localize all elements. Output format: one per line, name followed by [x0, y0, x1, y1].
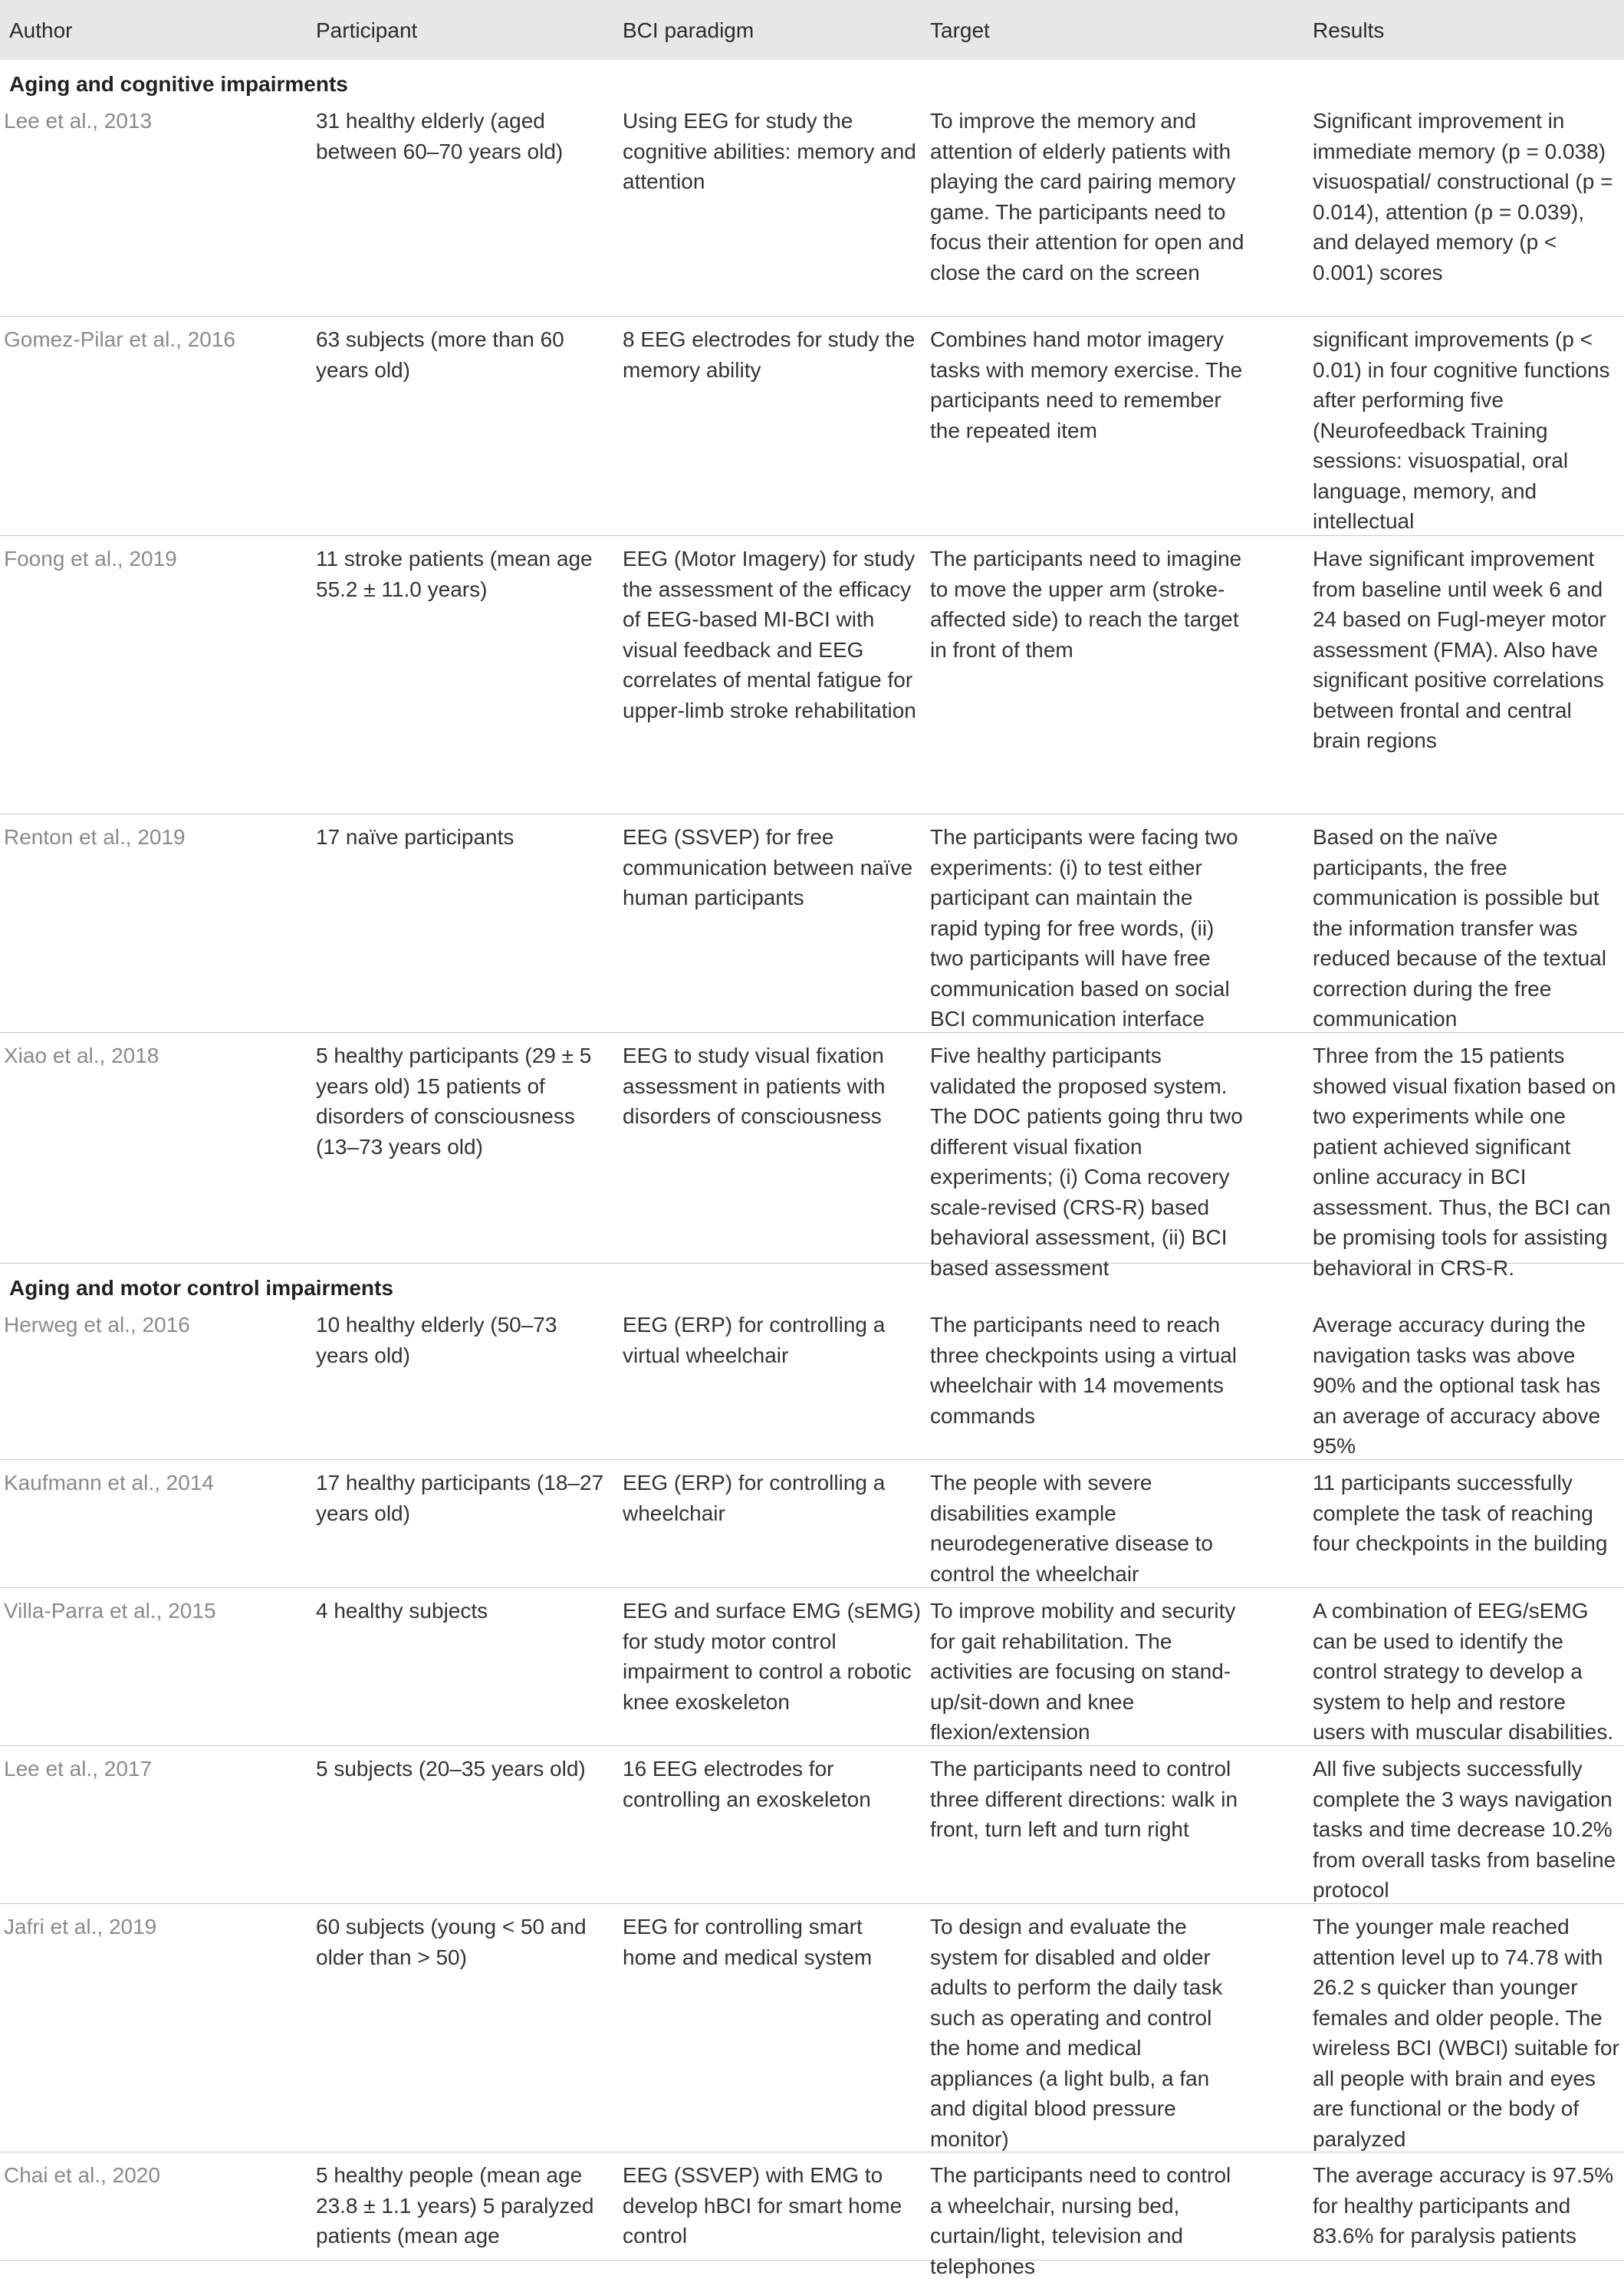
cell-results: Based on the naïve participants, the free communication is possible but the information transfer was reduced because of the textual correction during the free communication: [1313, 825, 1606, 1031]
header-results: Results: [1313, 18, 1385, 42]
table-row: [0, 1460, 1624, 1588]
cell-bci-paradigm: EEG (SSVEP) for free communication between naïve human participants: [623, 825, 913, 909]
cell-author: Xiao et al., 2018: [4, 1044, 159, 1067]
cell-participant: 5 healthy participants (29 ± 5 years old) 15 patients of disorders of consciousness (13–73 years old): [316, 1044, 592, 1159]
cell-participant: 60 subjects (young < 50 and older than > 50): [316, 1915, 587, 1969]
cell-results: The average accuracy is 97.5% for healthy participants and 83.6% for paralysis patients: [1313, 2163, 1614, 2248]
cell-bci-paradigm: EEG (ERP) for controlling a virtual wheelchair: [623, 1313, 886, 1367]
section-row: [0, 1264, 1624, 1302]
cell-author: Chai et al., 2020: [4, 2163, 160, 2187]
cell-target: Five healthy participants validated the proposed system. The DOC patients going thru two different visual fixation experiments; (i) Coma recovery scale-revised (CRS-R) based behavioral assessment, (ii) BCI based assessment: [930, 1044, 1243, 1280]
header-author: Author: [9, 18, 73, 42]
cell-author: Gomez-Pilar et al., 2016: [4, 327, 235, 351]
cell-author: Foong et al., 2019: [4, 547, 177, 571]
cell-participant: 5 healthy people (mean age 23.8 ± 1.1 years) 5 paralyzed patients (mean age: [316, 2163, 594, 2248]
cell-target: The participants need to imagine to move the upper arm (stroke-affected side) to reach the target in front of them: [930, 547, 1242, 662]
cell-target: The participants were facing two experiments: (i) to test either participant can maintain the rapid typing for free words, (ii) two participants will have free communication based on social BCI communication interface: [930, 825, 1238, 1031]
cell-results: The younger male reached attention level up to 74.78 with 26.2 s quicker than younger females and older people. The wireless BCI (WBCI) suitable for all people with brain and eyes are functional or the body of paralyzed: [1313, 1915, 1619, 2151]
cell-bci-paradigm: EEG (SSVEP) with EMG to develop hBCI for smart home control: [623, 2163, 902, 2248]
cell-results: Have significant improvement from baseline until week 6 and 24 based on Fugl-meyer motor assessment (FMA). Also have significant positive correlations between frontal and central brain regions: [1313, 547, 1606, 752]
cell-author: Kaufmann et al., 2014: [4, 1471, 214, 1495]
cell-target: To design and evaluate the system for disabled and older adults to perform the daily task such as operating and control the home and medical appliances (a light bulb, a fan and digital blood pressure monitor): [930, 1915, 1223, 2151]
cell-target: The participants need to control three different directions: walk in front, turn left and turn right: [930, 1757, 1238, 1841]
table-row: [0, 1746, 1624, 1904]
cell-target: The participants need to control a wheelchair, nursing bed, curtain/light, television and telephones: [930, 2163, 1231, 2278]
cell-results: Average accuracy during the navigation tasks was above 90% and the optional task has an average of accuracy above 95%: [1313, 1313, 1601, 1458]
section-title: Aging and motor control impairments: [9, 1276, 393, 1300]
cell-participant: 17 naïve participants: [316, 825, 514, 849]
cell-bci-paradigm: 16 EEG electrodes for controlling an exoskeleton: [623, 1757, 871, 1811]
cell-bci-paradigm: EEG to study visual fixation assessment in patients with disorders of consciousness: [623, 1044, 886, 1128]
cell-results: Three from the 15 patients showed visual fixation based on two experiments while one patient achieved significant online accuracy in BCI assessment. Thus, the BCI can be promising tools for assisting behavioral in CRS-R.: [1313, 1044, 1616, 1280]
cell-bci-paradigm: Using EEG for study the cognitive abilities: memory and attention: [623, 109, 916, 193]
cell-author: Renton et al., 2019: [4, 825, 186, 849]
cell-target: Combines hand motor imagery tasks with memory exercise. The participants need to remember the repeated item: [930, 327, 1243, 442]
cell-bci-paradigm: EEG (Motor Imagery) for study the assessment of the efficacy of EEG-based MI-BCI with visual feedback and EEG correlates of mental fatigue for upper-limb stroke rehabilitation: [623, 547, 916, 722]
cell-results: All five subjects successfully complete the 3 ways navigation tasks and time decrease 10.2% from overall tasks from baseline protocol: [1313, 1757, 1616, 1902]
cell-results: A combination of EEG/sEMG can be used to identify the control strategy to develop a system to help and restore users with muscular disabilities.: [1313, 1599, 1614, 1744]
cell-bci-paradigm: EEG (ERP) for controlling a wheelchair: [623, 1471, 886, 1525]
cell-author: Herweg et al., 2016: [4, 1313, 190, 1337]
cell-author: Jafri et al., 2019: [4, 1915, 157, 1938]
table-row: [0, 1588, 1624, 1746]
section-row: [0, 60, 1624, 98]
cell-target: To improve the memory and attention of elderly patients with playing the card pairing memory game. The participants need to focus their attention for open and close the card on the screen: [930, 109, 1244, 284]
table-header-row: [0, 0, 1624, 60]
table-row: [0, 1033, 1624, 1280]
cell-bci-paradigm: 8 EEG electrodes for study the memory ability: [623, 327, 916, 382]
cell-target: To improve mobility and security for gait rehabilitation. The activities are focusing on stand-up/sit-down and knee flexion/extension: [930, 1599, 1236, 1744]
cell-participant: 17 healthy participants (18–27 years old): [316, 1471, 604, 1525]
header-bci-paradigm: BCI paradigm: [623, 18, 754, 42]
cell-participant: 10 healthy elderly (50–73 years old): [316, 1313, 557, 1367]
header-participant: Participant: [316, 18, 418, 42]
cell-author: Lee et al., 2013: [4, 109, 153, 133]
table-body: [0, 60, 1624, 2278]
cell-results: 11 participants successfully complete the task of reaching four checkpoints in the building: [1313, 1471, 1608, 1555]
cell-author: Villa-Parra et al., 2015: [4, 1599, 216, 1623]
table-row: [0, 1904, 1624, 2152]
table-row: [0, 98, 1624, 317]
header-target: Target: [930, 18, 990, 42]
table-row: [0, 536, 1624, 814]
table-row: [0, 814, 1624, 1033]
table-row: [0, 317, 1624, 536]
cell-results: Significant improvement in immediate memory (p = 0.038) visuospatial/ constructional (p = 0.014), attention (p = 0.039), and delayed memory (p < 0.001) scores: [1313, 109, 1613, 284]
cell-participant: 5 subjects (20–35 years old): [316, 1757, 586, 1781]
cell-bci-paradigm: EEG and surface EMG (sEMG) for study motor control impairment to control a robotic knee exoskeleton: [623, 1599, 921, 1714]
cell-participant: 31 healthy elderly (aged between 60–70 years old): [316, 109, 564, 163]
cell-author: Lee et al., 2017: [4, 1757, 153, 1781]
table-row: [0, 2152, 1624, 2278]
table-row: [0, 1302, 1624, 1460]
cell-participant: 4 healthy subjects: [316, 1599, 488, 1623]
cell-target: The people with severe disabilities example neurodegenerative disease to control the wheelchair: [930, 1471, 1213, 1586]
cell-participant: 11 stroke patients (mean age 55.2 ± 11.0 years): [316, 547, 593, 601]
cell-results: significant improvements (p < 0.01) in four cognitive functions after performing five (Neurofeedback Training sessions: visuospatial, oral language, memory, and intellectual: [1313, 327, 1610, 533]
cell-bci-paradigm: EEG for controlling smart home and medical system: [623, 1915, 873, 1969]
cell-participant: 63 subjects (more than 60 years old): [316, 327, 564, 382]
cell-target: The participants need to reach three checkpoints using a virtual wheelchair with 14 movements commands: [930, 1313, 1237, 1428]
section-title: Aging and cognitive impairments: [9, 72, 348, 96]
